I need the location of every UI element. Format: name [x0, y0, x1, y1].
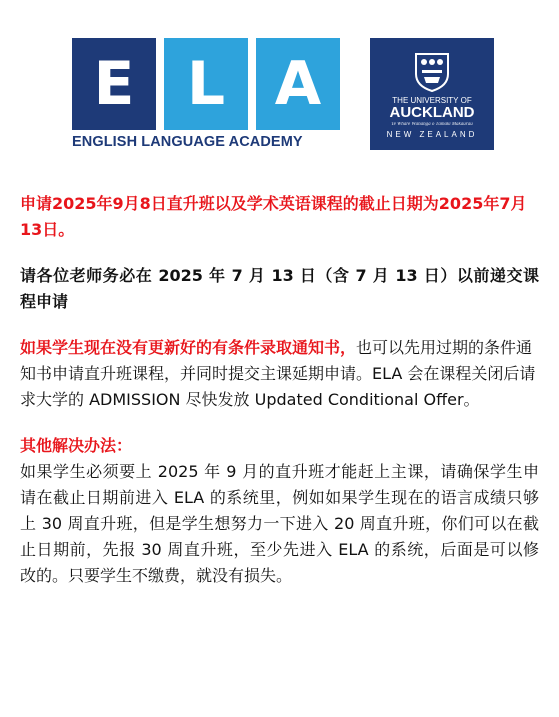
ela-tagline: ENGLISH LANGUAGE ACADEMY [72, 134, 303, 150]
uoa-country: NEW ZEALAND [386, 130, 478, 139]
university-of-auckland-logo [370, 38, 494, 150]
deadline-notice: 申请2025年9月8日直升班以及学术英语课程的截止日期为2025年7月13日。 [20, 194, 527, 239]
expired-offer-text: 也可以先用过期的条件通知书申请直升班课程，并同时提交主课延期申请。ELA 会在课程关闭后请求大学的 ADMISSION 尽快发放 Updated Conditional Offer。 [20, 338, 536, 409]
notice-body [20, 191, 539, 589]
crest-icon [414, 52, 450, 92]
ela-letters [72, 38, 340, 130]
uoa-motto: Te Whare Wānanga o Tāmaki Makaurau [391, 122, 473, 127]
uoa-name-line1: THE UNIVERSITY OF [392, 96, 472, 105]
ela-letter-a: A [256, 38, 340, 130]
teacher-notice: 请各位老师务必在 2025 年 7 月 13 日（含 7 月 13 日）以前递交课程申请 [20, 266, 539, 311]
ela-letter-l: L [164, 38, 248, 130]
other-solutions-text: 如果学生必须要上 2025 年 9 月的直升班才能赶上主课，请确保学生申请在截止日期前进入 ELA 的系统里，例如如果学生现在的语言成绩只够上 30 周直升班，但是学生想努力一下进入 20 周直升班，你们可以在截止日期前，先报 30 周直升班，至少先进入 ELA 的系统，后面是可以修改的。只要学生不缴费，就没有损失。 [20, 462, 539, 585]
uoa-name-line2: AUCKLAND [389, 104, 475, 121]
ela-logo [72, 38, 350, 152]
other-solutions-heading: 其他解决办法： [20, 436, 133, 455]
ela-letter-e: E [72, 38, 156, 130]
expired-offer-highlight: 如果学生现在没有更新好的有条件录取通知书， [20, 338, 357, 357]
expired-offer-paragraph [20, 335, 539, 413]
header-logos [72, 38, 492, 152]
